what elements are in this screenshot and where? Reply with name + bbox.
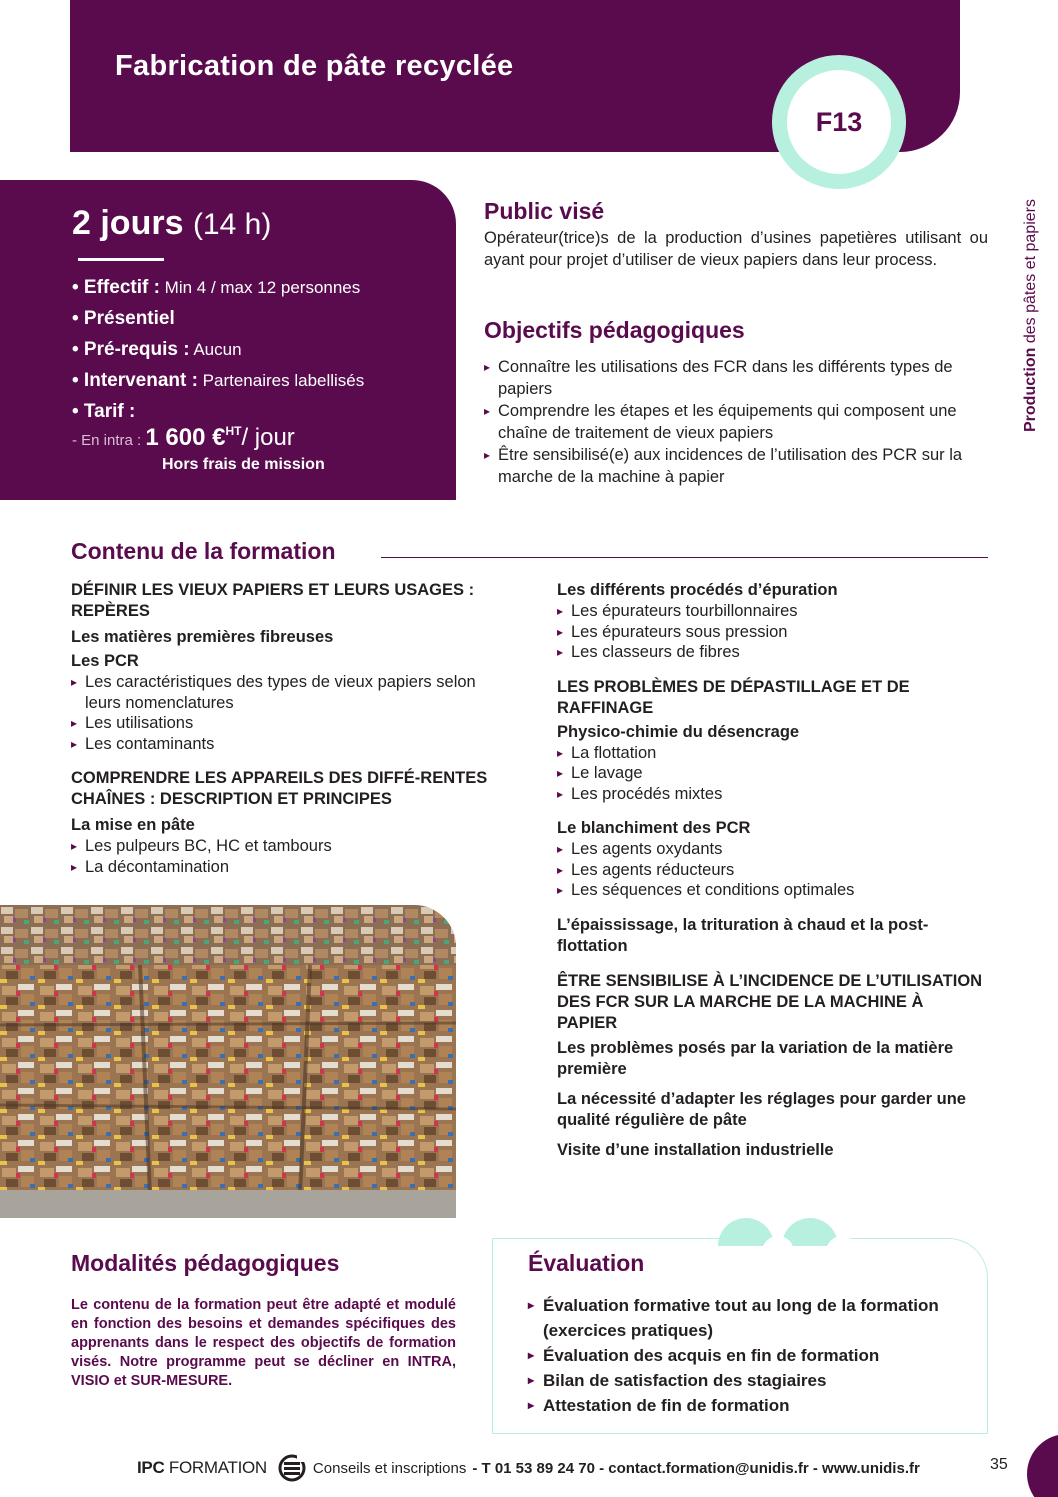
duration-hours: (14 h) [192,208,272,241]
list-item: ▸ Évaluation formative tout au long de la formation (exercices pratiques) [528,1293,968,1343]
wave-decoration-icon [718,1216,868,1258]
page-title: Fabrication de pâte recyclée [115,50,514,82]
info-panel [0,180,456,500]
info-effectif [72,277,360,299]
list-item: ▸ Comprendre les étapes et les équipements qui composent une chaîne de traitement de vieux papiers [484,401,988,444]
footer-brand-rest: FORMATION [164,1458,267,1477]
contenu-list [557,743,988,805]
contenu-right-column [557,580,988,1161]
list-item: ▸ La flottation [557,743,988,764]
list-item: ▸ Les contaminants [71,734,511,755]
list-item: ▸ Attestation de fin de formation [528,1393,968,1418]
evaluation-list [528,1293,968,1418]
contenu-heading: COMPRENDRE LES APPAREILS DES DIFFÉ-RENTES CHAÎNES : DESCRIPTION ET PRINCIPES [71,769,488,808]
side-label-bold: Production [1022,347,1039,432]
course-code: F13 [787,70,891,174]
footer-brand-bold: IPC [137,1458,165,1477]
public-vise-text: Opérateur(trice)s de la production d’usines papetières utilisant ou ayant pour projet d’utiliser de vieux papiers dans leur process. [484,229,988,269]
list-item: ▸ Les agents oxydants [557,839,988,860]
duration [72,204,271,243]
footer [137,1455,920,1481]
duration-rule [78,258,164,261]
contenu-subheading: Les matières premières fibreuses [71,628,334,646]
tarif-label: • Tarif : [72,401,136,422]
info-intervenant [72,370,364,392]
intervenant-value: Partenaires labellisés [197,371,365,390]
contenu-list [71,672,511,754]
public-vise-title: Public visé [484,198,605,224]
list-item: ▸ Les épurateurs tourbillonnaires [557,601,988,622]
contenu-heading: ÊTRE SENSIBILISE À L’INCIDENCE DE L’UTILISATION DES FCR SUR LA MARCHE DE LA MACHINE À PAPIER [557,971,983,1032]
contenu-subheading: Les problèmes posés par la variation de la matière première [557,1038,954,1078]
intra-label: - En intra : [72,432,146,449]
list-item: ▸ Connaître les utilisations des FCR dans les différents types de papiers [484,357,988,400]
prerequis-value: Aucun [189,340,242,359]
footer-brand [137,1458,267,1478]
contenu-subheading: Physico-chimie du désencrage [557,722,800,741]
list-item: ▸ Le lavage [557,763,988,784]
contenu-heading: DÉFINIR LES VIEUX PAPIERS ET LEURS USAGES : REPÈRES [71,581,475,620]
contenu-heading: LES PROBLÈMES DE DÉPASTILLAGE ET DE RAFFINAGE [557,677,910,717]
footer-contact-details: - T 01 53 89 24 70 - contact.formation@unidis.fr - www.unidis.fr [472,1459,920,1477]
modalites-title: Modalités pédagogiques [71,1250,340,1276]
intra-unit: / jour [241,424,295,451]
list-item: ▸ Les procédés mixtes [557,784,988,805]
list-item: ▸ Être sensibilisé(e) aux incidences de l’utilisation des PCR sur la marche de la machine à papier [484,445,988,488]
contenu-list [71,836,511,877]
list-item: ▸ Les utilisations [71,713,511,734]
contenu-subheading: La mise en pâte [71,816,195,834]
contenu-left-column [71,580,511,877]
contenu-list [557,601,988,663]
info-prerequis [72,339,242,361]
footer-contact-intro: Conseils et inscriptions [312,1459,467,1477]
list-item: ▸ Les épurateurs sous pression [557,622,988,643]
contenu-subheading: Les PCR [71,652,139,670]
objectifs-title: Objectifs pédagogiques [484,317,745,343]
intra-price-amount: 1 600 € [145,424,226,451]
list-item: ▸ La décontamination [71,857,511,878]
contenu-subheading: La nécessité d’adapter les réglages pour garder une qualité régulière de pâte [557,1089,966,1129]
effectif-value: Min 4 / max 12 personnes [159,278,361,297]
side-label-rest: des pâtes et papiers [1022,199,1039,348]
list-item: ▸ Évaluation des acquis en fin de formation [528,1343,968,1368]
objectifs-list [484,357,988,488]
intra-price [145,424,241,451]
intervenant-label: • Intervenant : [72,370,198,391]
info-presentiel [72,308,175,330]
prerequis-label: • Pré-requis : [72,339,190,360]
duration-days: 2 jours [72,204,184,242]
list-item: ▸ Les classeurs de fibres [557,642,988,663]
ipc-logo-icon [277,1453,307,1483]
info-tarif [72,401,135,423]
contenu-subheading: L’épaississage, la trituration à chaud et la post-flottation [557,915,929,955]
intra-price-line [72,424,295,452]
effectif-label: • Effectif : [72,277,160,298]
page-number: 35 [990,1456,1008,1473]
course-code-badge [772,55,906,189]
paper-bales-illustration [0,905,456,1218]
presentiel-label: • Présentiel [72,308,175,329]
contenu-subheading: Visite d’une installation industrielle [557,1140,834,1159]
contenu-title: Contenu de la formation [71,538,336,564]
evaluation-title: Évaluation [528,1250,645,1276]
hors-frais-note: Hors frais de mission [162,456,325,473]
list-item: ▸ Bilan de satisfaction des stagiaires [528,1368,968,1393]
paper-bales-photo [0,905,456,1218]
contenu-list [557,839,988,901]
list-item: ▸ Les pulpeurs BC, HC et tambours [71,836,511,857]
intra-price-ht: HT [225,424,242,438]
corner-decoration [1027,1434,1058,1497]
list-item: ▸ Les agents réducteurs [557,860,988,881]
contenu-subheading: Le blanchiment des PCR [557,819,751,837]
side-category-label [1022,142,1040,432]
list-item: ▸ Les caractéristiques des types de vieux papiers selon leurs nomenclatures [71,672,511,713]
modalites-text: Le contenu de la formation peut être adapté et modulé en fonction des besoins et demandes spécifiques des apprenants dans le respect des objectifs de formation visés. Notre programme peut se décliner en INTRA, VISIO et SUR-MESURE. [71,1297,456,1389]
contenu-rule [381,557,988,558]
contenu-subheading: Les différents procédés d’épuration [557,581,838,599]
list-item: ▸ Les séquences et conditions optimales [557,880,988,901]
